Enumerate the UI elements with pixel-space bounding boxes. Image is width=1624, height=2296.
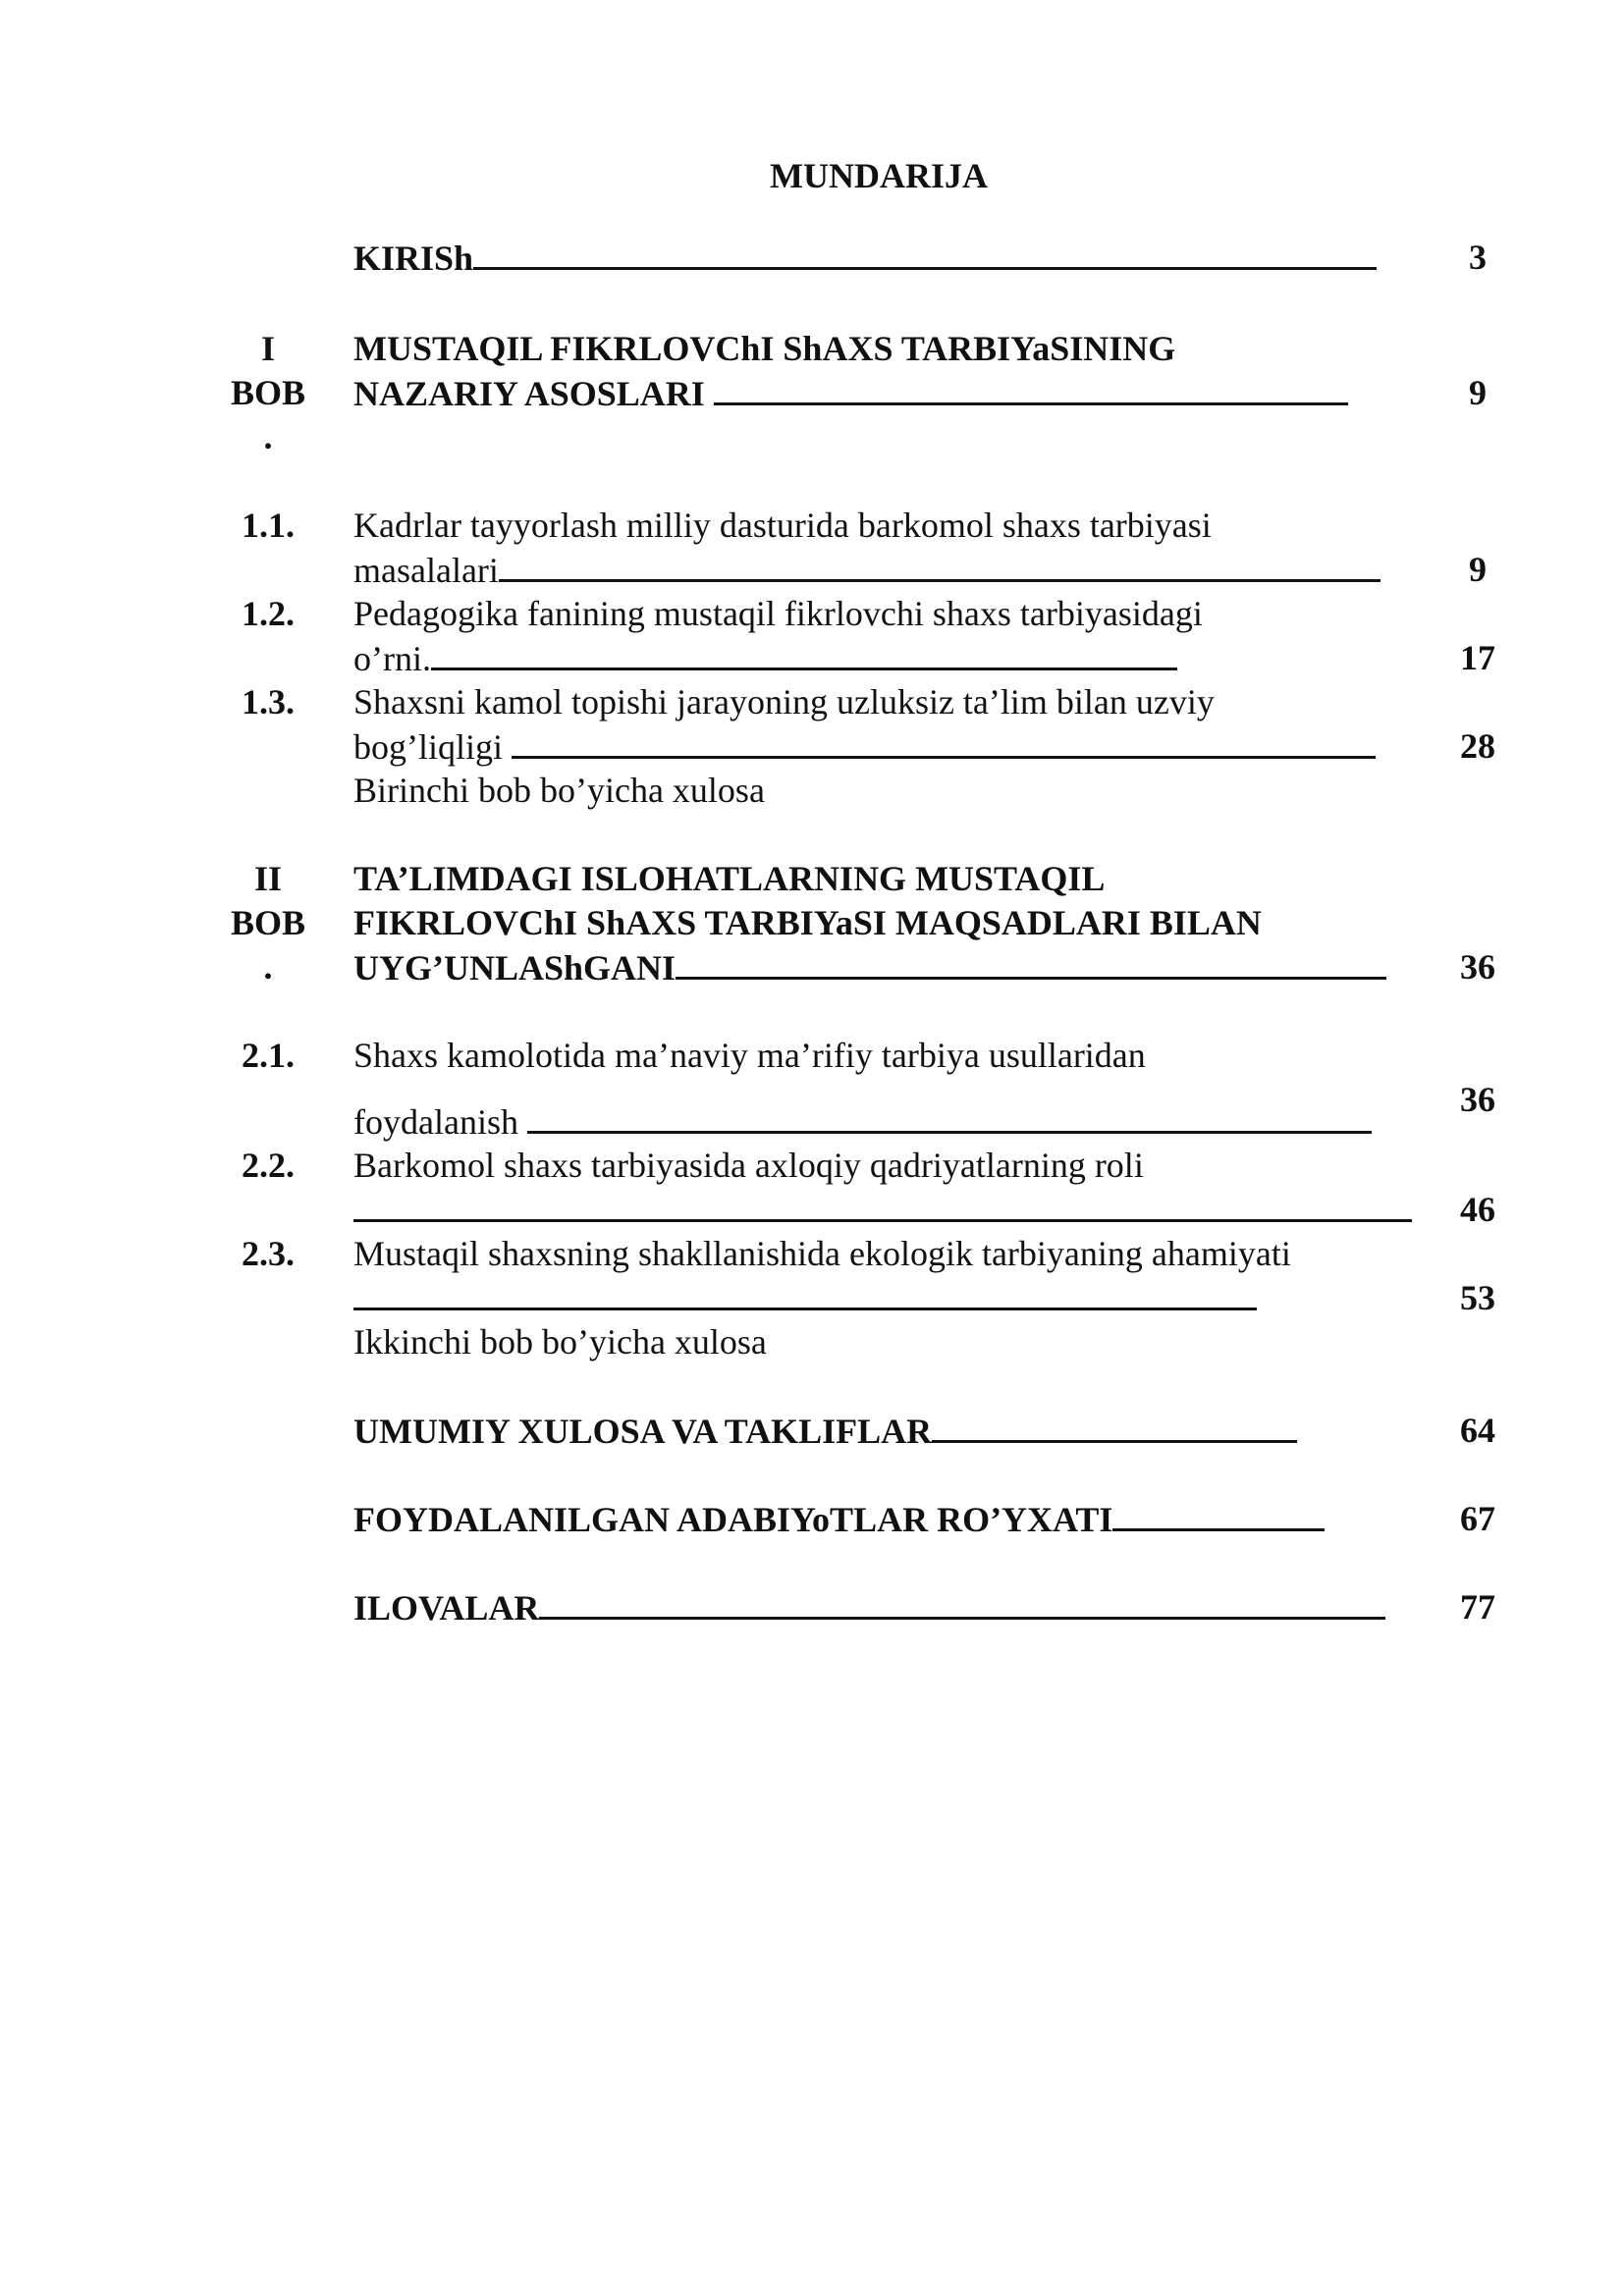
leader-line (353, 1188, 1412, 1222)
chapter-label-dot: . (263, 417, 273, 456)
toc-entry-label: FOYDALANILGAN ADABIYoTLAR RO’YXATI (353, 1497, 1432, 1542)
section-title-line: Shaxsni kamol topishi jarayoning uzluksiz ta’lim bilan uzviy (353, 682, 1215, 721)
chapter-title-line: TA’LIMDAGI ISLOHATLARNING MUSTAQIL (353, 859, 1106, 898)
toc-page-number: 9 (1469, 550, 1487, 589)
leader-line (431, 636, 1177, 670)
chapter-label: BOB (230, 373, 306, 412)
section-number: 1.3. (242, 682, 295, 721)
toc-page-number: 36 (1460, 947, 1495, 987)
section-title-line: Kadrlar tayyorlash milliy dasturida barkomol shaxs tarbiyasi (353, 506, 1212, 545)
toc-page-number: 53 (1460, 1278, 1495, 1317)
toc-page-number: 46 (1460, 1190, 1495, 1229)
chapter-title-line: MUSTAQIL FIKRLOVChI ShAXS TARBIYaSINING (353, 329, 1176, 368)
chapter-number: II (253, 859, 283, 898)
section-title-line: bog’liqligi (353, 724, 1432, 770)
chapter-number: I (260, 329, 275, 368)
section-number: 1.1. (242, 506, 295, 545)
toc-entry-label: UMUMIY XULOSA VA TAKLIFLAR (353, 1409, 1432, 1454)
chapter-2-conclusion[interactable]: Ikkinchi bob bo’yicha xulosa (353, 1322, 767, 1362)
section-number: 1.2. (242, 594, 295, 633)
section-title-line: Barkomol shaxs tarbiyasida axloqiy qadriyatlarning roli (353, 1146, 1144, 1185)
toc-entry-label: KIRISh (353, 236, 1432, 281)
toc-page-number: 67 (1460, 1499, 1495, 1538)
chapter-title-line: NAZARIY ASOSLARI (353, 371, 1432, 416)
leader-line (527, 1099, 1372, 1134)
section-number: 2.3. (242, 1234, 295, 1273)
toc-page-number: 17 (1460, 638, 1495, 677)
toc-page-number: 77 (1460, 1587, 1495, 1627)
leader-line (1112, 1497, 1325, 1531)
section-title-line: o’rni. (353, 636, 1432, 681)
leader-line (512, 724, 1376, 759)
section-title-line: Mustaqil shaxsning shakllanishida ekologik tarbiyaning ahamiyati (353, 1234, 1291, 1273)
leader-line (499, 548, 1380, 582)
chapter-title-line: UYG’UNLAShGANI (353, 945, 1432, 990)
section-title-line: masalalari (353, 548, 1432, 593)
page-title: MUNDARIJA (770, 156, 988, 195)
leader-line (539, 1585, 1385, 1620)
leader-line (473, 236, 1377, 270)
toc-page-number: 36 (1460, 1080, 1495, 1119)
leader-line (353, 1276, 1257, 1310)
leader-line (932, 1409, 1297, 1443)
chapter-label: BOB (230, 903, 306, 942)
toc-page-number: 28 (1460, 726, 1495, 766)
toc-page-number: 3 (1469, 238, 1487, 277)
section-number: 2.2. (242, 1146, 295, 1185)
chapter-label-dot: . (263, 947, 273, 987)
section-title-line: Pedagogika fanining mustaqil fikrlovchi shaxs tarbiyasidagi (353, 594, 1203, 633)
section-number: 2.1. (242, 1036, 295, 1075)
toc-page-number: 64 (1460, 1411, 1495, 1450)
leader-line (714, 371, 1348, 405)
section-title-line: foydalanish (353, 1099, 1432, 1145)
section-title-line: Shaxs kamolotida ma’naviy ma’rifiy tarbiya usullaridan (353, 1036, 1146, 1075)
chapter-title-line: FIKRLOVChI ShAXS TARBIYaSI MAQSADLARI BILAN (353, 903, 1262, 942)
chapter-1-conclusion[interactable]: Birinchi bob bo’yicha xulosa (353, 771, 765, 810)
section-title-line (353, 1188, 1432, 1233)
leader-line (676, 945, 1386, 980)
section-title-line (353, 1276, 1432, 1321)
toc-page-number: 9 (1469, 373, 1487, 412)
toc-entry-label: ILOVALAR (353, 1585, 1432, 1630)
